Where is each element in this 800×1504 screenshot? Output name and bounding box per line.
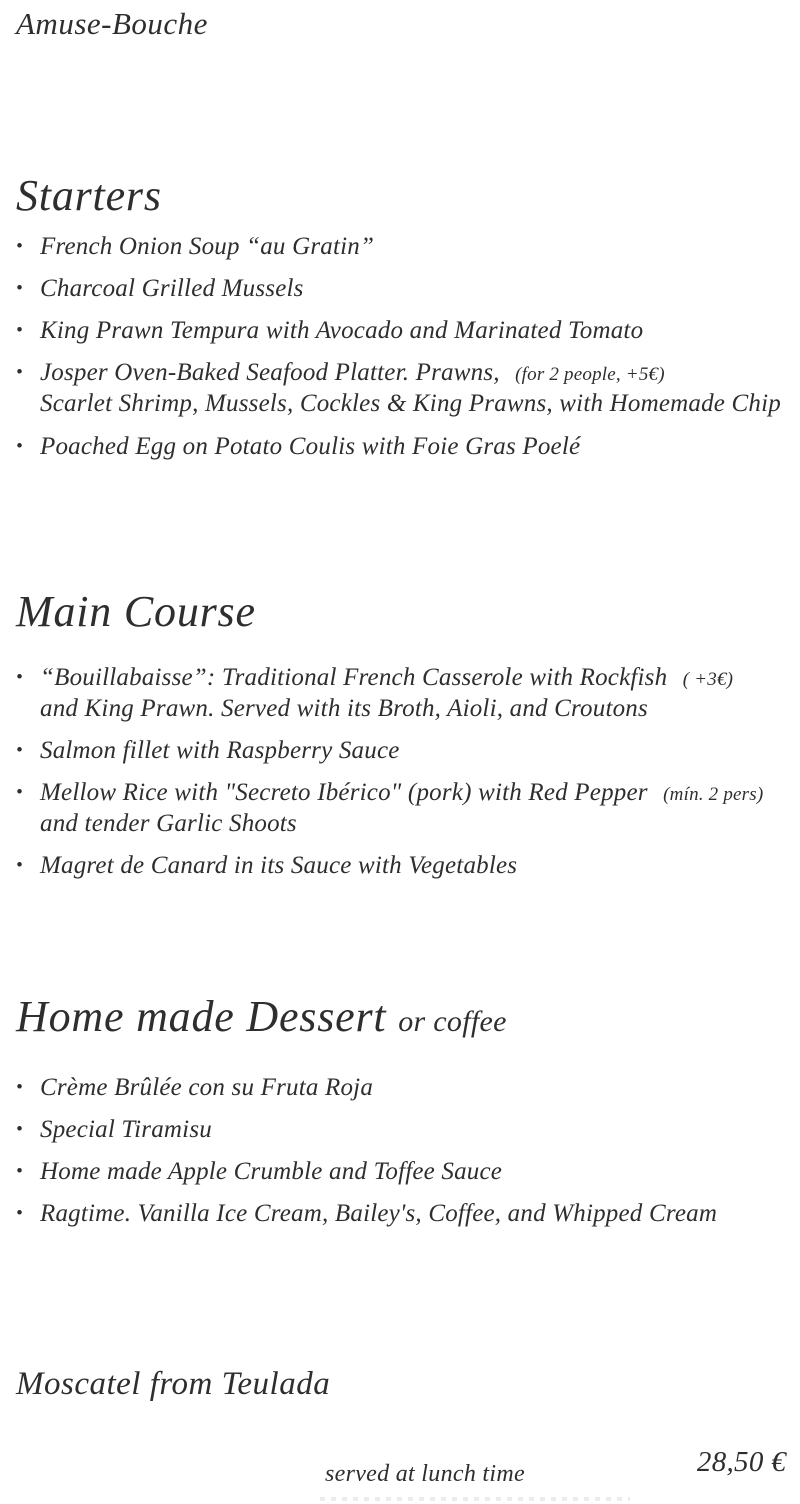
section-main-course bbox=[16, 586, 790, 893]
item-text: Crème Brûlée con su Fruta Roja bbox=[40, 1074, 374, 1101]
bullet-icon: • bbox=[16, 1119, 23, 1140]
item-note: ( +3€) bbox=[682, 669, 734, 690]
bullet-icon: • bbox=[16, 1203, 23, 1224]
page-title-amuse-bouche: Amuse-Bouche bbox=[16, 6, 208, 41]
menu-item-tiramisu bbox=[16, 1115, 790, 1144]
footer-note-lunch-time: served at lunch time bbox=[325, 1461, 525, 1487]
starters-list bbox=[16, 232, 790, 461]
section-heading-starters: Starters bbox=[16, 171, 162, 220]
menu-item-mellow-rice bbox=[16, 778, 790, 838]
menu-item-king-prawn-tempura bbox=[16, 316, 790, 345]
menu-item-bouillabaisse bbox=[16, 663, 790, 723]
menu-item-charcoal-mussels bbox=[16, 274, 790, 303]
bullet-icon: • bbox=[16, 362, 23, 383]
menu-item-poached-egg bbox=[16, 432, 790, 461]
item-text: Josper Oven-Baked Seafood Platter. Prawns, bbox=[40, 359, 500, 386]
item-text: Salmon fillet with Raspberry Sauce bbox=[40, 737, 400, 764]
bullet-icon: • bbox=[16, 782, 23, 803]
wine-title-moscatel: Moscatel from Teulada bbox=[16, 1366, 331, 1402]
section-starters bbox=[16, 170, 790, 474]
bullet-icon: • bbox=[16, 740, 23, 761]
item-text: Poached Egg on Potato Coulis with Foie Gras Poelé bbox=[40, 433, 581, 460]
menu-item-magret-de-canard bbox=[16, 851, 790, 880]
bullet-icon: • bbox=[16, 1077, 23, 1098]
item-text: Mellow Rice with "Secreto Ibérico" (pork) with Red Pepper bbox=[40, 779, 648, 806]
item-note: (mín. 2 pers) bbox=[663, 784, 764, 805]
item-text: Ragtime. Vanilla Ice Cream, Bailey's, Coffee, and Whipped Cream bbox=[40, 1200, 718, 1227]
bullet-icon: • bbox=[16, 236, 23, 257]
dessert-list bbox=[16, 1073, 790, 1228]
main-course-list bbox=[16, 663, 790, 880]
item-text: Home made Apple Crumble and Toffee Sauce bbox=[40, 1158, 503, 1185]
bullet-icon: • bbox=[16, 278, 23, 299]
item-text-line2: and King Prawn. Served with its Broth, Aioli, and Croutons bbox=[40, 695, 648, 722]
section-heading-main-course: Main Course bbox=[16, 587, 256, 636]
bullet-icon: • bbox=[16, 320, 23, 341]
section-heading-dessert bbox=[16, 991, 790, 1048]
menu-price: 28,50 € bbox=[696, 1446, 786, 1478]
section-heading-dessert-suffix: or coffee bbox=[398, 1005, 507, 1038]
menu-item-creme-brulee bbox=[16, 1073, 790, 1102]
cutoff-text-artifact bbox=[320, 1497, 630, 1501]
menu-item-apple-crumble bbox=[16, 1157, 790, 1186]
item-note: (for 2 people, +5€) bbox=[515, 364, 665, 385]
bullet-icon: • bbox=[16, 436, 23, 457]
section-heading-dessert-text: Home made Dessert bbox=[16, 992, 387, 1041]
item-text: Special Tiramisu bbox=[40, 1116, 212, 1143]
bullet-icon: • bbox=[16, 1161, 23, 1182]
section-dessert bbox=[16, 991, 790, 1241]
item-text: French Onion Soup “au Gratin” bbox=[40, 233, 375, 260]
item-text-line2: Scarlet Shrimp, Mussels, Cockles & King Prawns, with Homemade Chip bbox=[40, 390, 781, 417]
item-text: “Bouillabaisse”: Traditional French Casserole with Rockfish bbox=[40, 664, 668, 691]
item-text: Charcoal Grilled Mussels bbox=[40, 275, 304, 302]
bullet-icon: • bbox=[16, 855, 23, 876]
menu-item-salmon-fillet bbox=[16, 736, 790, 765]
menu-item-josper-seafood-platter bbox=[16, 358, 790, 418]
item-text: King Prawn Tempura with Avocado and Marinated Tomato bbox=[40, 317, 644, 344]
menu-item-ragtime bbox=[16, 1199, 790, 1228]
menu-item-french-onion-soup bbox=[16, 232, 790, 261]
bullet-icon: • bbox=[16, 667, 23, 688]
item-text-line2: and tender Garlic Shoots bbox=[40, 810, 297, 837]
item-text: Magret de Canard in its Sauce with Vegetables bbox=[40, 852, 518, 879]
